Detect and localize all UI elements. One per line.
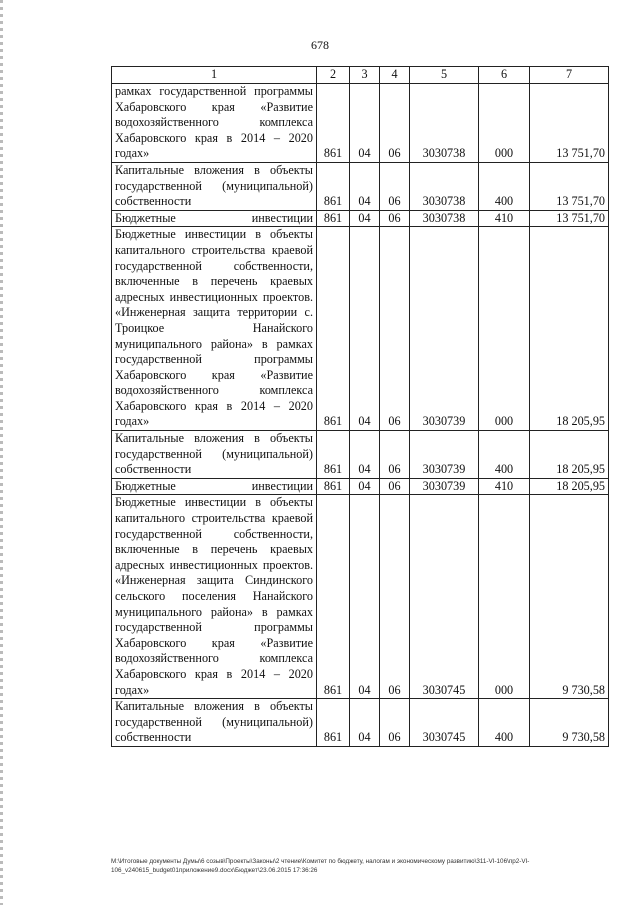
amount: 13 751,70: [530, 84, 609, 163]
amount: 13 751,70: [530, 210, 609, 227]
section-code: 04: [350, 699, 380, 747]
section-code: 04: [350, 210, 380, 227]
column-header: 5: [410, 67, 479, 84]
table-row: [112, 699, 609, 747]
ministry-code: 861: [317, 84, 350, 163]
row-description: Бюджетные инвестиции в объекты капитального строительства краевой государственной собственности, включенные в перечень краевых адресных инвестиционных проектов. «Инженерная защита территории с. Троицкое Нанайского муниципального района» в рамках государственной программы Хабаровского края «Развитие водохозяйственного комплекса Хабаровского края в 2014 – 2020 годах»: [112, 227, 317, 431]
ministry-code: 861: [317, 495, 350, 699]
row-description: Капитальные вложения в объекты государственной (муниципальной) собственности: [112, 699, 317, 747]
ministry-code: 861: [317, 699, 350, 747]
footer-line: М:\Итоговые документы Думы\6 созыв\Проекты\Законы\2 чтение\Комитет по бюджету, налогам и экономическому развитию\311-VI-106\пр2-VI-: [111, 858, 530, 865]
file-path-footer: [111, 857, 608, 875]
subsection-code: 06: [380, 431, 410, 479]
table-row: [112, 478, 609, 495]
subsection-code: 06: [380, 699, 410, 747]
row-description: Бюджетные инвестиции: [112, 210, 317, 227]
amount: 18 205,95: [530, 227, 609, 431]
target-code: 3030739: [410, 227, 479, 431]
section-code: 04: [350, 431, 380, 479]
budget-table: [111, 66, 609, 747]
subsection-code: 06: [380, 478, 410, 495]
expense-type-code: 000: [479, 84, 530, 163]
table-row: [112, 162, 609, 210]
ministry-code: 861: [317, 478, 350, 495]
subsection-code: 06: [380, 84, 410, 163]
section-code: 04: [350, 162, 380, 210]
subsection-code: 06: [380, 210, 410, 227]
subsection-code: 06: [380, 227, 410, 431]
column-header: 3: [350, 67, 380, 84]
row-description: Бюджетные инвестиции в объекты капитального строительства краевой государственной собственности, включенные в перечень краевых адресных инвестиционных проектов. «Инженерная защита Синдинского сельского поселения Нанайского муниципального района» в рамках государственной программы Хабаровского края «Развитие водохозяйственного комплекса Хабаровского края в 2014 – 2020 годах»: [112, 495, 317, 699]
row-description: рамках государственной программы Хабаровского края «Развитие водохозяйственного комплекса Хабаровского края в 2014 – 2020 годах»: [112, 84, 317, 163]
target-code: 3030745: [410, 699, 479, 747]
column-header: 2: [317, 67, 350, 84]
table-row: [112, 431, 609, 479]
row-description: Капитальные вложения в объекты государственной (муниципальной) собственности: [112, 431, 317, 479]
footer-line: 106_v240615_budget01приложение9.docx\Бюджет\23.06.2015 17:36:26: [111, 867, 318, 874]
expense-type-code: 000: [479, 495, 530, 699]
table-row: [112, 227, 609, 431]
ministry-code: 861: [317, 210, 350, 227]
table-header-row: [112, 67, 609, 84]
amount: 13 751,70: [530, 162, 609, 210]
scan-edge: [0, 0, 3, 905]
ministry-code: 861: [317, 227, 350, 431]
ministry-code: 861: [317, 162, 350, 210]
section-code: 04: [350, 478, 380, 495]
column-header: 7: [530, 67, 609, 84]
target-code: 3030738: [410, 84, 479, 163]
section-code: 04: [350, 84, 380, 163]
expense-type-code: 400: [479, 699, 530, 747]
expense-type-code: 410: [479, 210, 530, 227]
amount: 18 205,95: [530, 478, 609, 495]
ministry-code: 861: [317, 431, 350, 479]
target-code: 3030739: [410, 478, 479, 495]
column-header: 1: [112, 67, 317, 84]
amount: 18 205,95: [530, 431, 609, 479]
table-row: [112, 84, 609, 163]
row-description: Капитальные вложения в объекты государственной (муниципальной) собственности: [112, 162, 317, 210]
expense-type-code: 400: [479, 162, 530, 210]
page-number: 678: [311, 38, 329, 52]
expense-type-code: 000: [479, 227, 530, 431]
target-code: 3030738: [410, 162, 479, 210]
target-code: 3030739: [410, 431, 479, 479]
target-code: 3030745: [410, 495, 479, 699]
amount: 9 730,58: [530, 495, 609, 699]
column-header: 6: [479, 67, 530, 84]
section-code: 04: [350, 495, 380, 699]
table-row: [112, 210, 609, 227]
subsection-code: 06: [380, 162, 410, 210]
subsection-code: 06: [380, 495, 410, 699]
section-code: 04: [350, 227, 380, 431]
expense-type-code: 410: [479, 478, 530, 495]
expense-type-code: 400: [479, 431, 530, 479]
row-description: Бюджетные инвестиции: [112, 478, 317, 495]
table-row: [112, 495, 609, 699]
column-header: 4: [380, 67, 410, 84]
target-code: 3030738: [410, 210, 479, 227]
amount: 9 730,58: [530, 699, 609, 747]
